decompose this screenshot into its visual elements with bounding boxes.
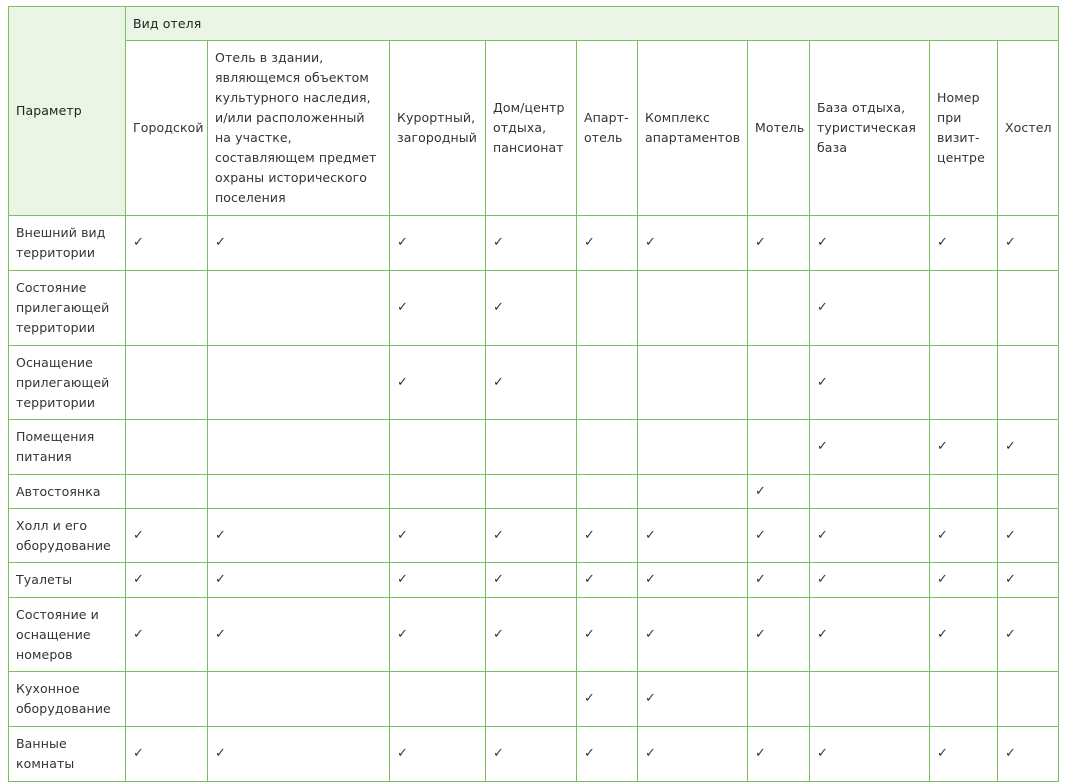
- check-mark-cell: ✓: [748, 216, 810, 271]
- check-mark-cell: ✓: [208, 563, 390, 598]
- check-mark-cell: ✓: [638, 563, 748, 598]
- check-mark-cell: ✓: [126, 216, 208, 271]
- empty-cell: [208, 672, 390, 727]
- empty-cell: [126, 346, 208, 420]
- check-mark-cell: ✓: [577, 563, 638, 598]
- check-mark-cell: ✓: [930, 563, 998, 598]
- hotel-type-header: База отдыха, туристическая база: [810, 41, 930, 216]
- check-mark-cell: ✓: [126, 727, 208, 782]
- check-mark-cell: ✓: [810, 727, 930, 782]
- check-mark-cell: ✓: [208, 216, 390, 271]
- empty-cell: [390, 420, 486, 475]
- check-mark-cell: ✓: [486, 346, 577, 420]
- param-label: Состояние и оснащение номеров: [9, 598, 126, 672]
- empty-cell: [208, 420, 390, 475]
- hotel-type-header: Номер при визит-центре: [930, 41, 998, 216]
- empty-cell: [390, 475, 486, 509]
- check-mark-cell: ✓: [998, 420, 1059, 475]
- empty-cell: [638, 475, 748, 509]
- check-mark-cell: ✓: [810, 346, 930, 420]
- check-mark-cell: ✓: [998, 216, 1059, 271]
- empty-cell: [486, 672, 577, 727]
- check-mark-cell: ✓: [208, 598, 390, 672]
- hotel-type-header: Хостел: [998, 41, 1059, 216]
- check-mark-cell: ✓: [577, 672, 638, 727]
- empty-cell: [748, 672, 810, 727]
- empty-cell: [208, 271, 390, 346]
- check-mark-cell: ✓: [577, 509, 638, 563]
- check-mark-cell: ✓: [930, 216, 998, 271]
- hotel-requirements-table: [8, 6, 1059, 782]
- check-mark-cell: ✓: [208, 509, 390, 563]
- check-mark-cell: ✓: [208, 727, 390, 782]
- empty-cell: [810, 475, 930, 509]
- check-mark-cell: ✓: [390, 216, 486, 271]
- table-row: [9, 271, 1059, 346]
- check-mark-cell: ✓: [486, 216, 577, 271]
- table-row: [9, 346, 1059, 420]
- param-label: Автостоянка: [9, 475, 126, 509]
- check-mark-cell: ✓: [810, 563, 930, 598]
- check-mark-cell: ✓: [638, 509, 748, 563]
- check-mark-cell: ✓: [638, 216, 748, 271]
- empty-cell: [208, 346, 390, 420]
- check-mark-cell: ✓: [390, 346, 486, 420]
- empty-cell: [126, 475, 208, 509]
- check-mark-cell: ✓: [930, 509, 998, 563]
- param-label: Ванные комнаты: [9, 727, 126, 782]
- table-row: [9, 216, 1059, 271]
- check-mark-cell: ✓: [748, 509, 810, 563]
- check-mark-cell: ✓: [810, 271, 930, 346]
- empty-cell: [930, 346, 998, 420]
- check-mark-cell: ✓: [577, 216, 638, 271]
- empty-cell: [930, 271, 998, 346]
- empty-cell: [577, 346, 638, 420]
- empty-cell: [486, 420, 577, 475]
- param-column-header: Параметр: [9, 7, 126, 216]
- param-label: Помещения питания: [9, 420, 126, 475]
- empty-cell: [126, 271, 208, 346]
- check-mark-cell: ✓: [930, 420, 998, 475]
- table-row: [9, 672, 1059, 727]
- check-mark-cell: ✓: [998, 598, 1059, 672]
- empty-cell: [577, 271, 638, 346]
- empty-cell: [126, 672, 208, 727]
- check-mark-cell: ✓: [638, 727, 748, 782]
- empty-cell: [638, 346, 748, 420]
- hotel-type-header: Курортный, загородный: [390, 41, 486, 216]
- empty-cell: [998, 475, 1059, 509]
- hotel-type-header: Апарт-отель: [577, 41, 638, 216]
- check-mark-cell: ✓: [126, 509, 208, 563]
- hotel-type-header: Городской: [126, 41, 208, 216]
- hotel-type-group-header: Вид отеля: [126, 7, 1059, 41]
- check-mark-cell: ✓: [486, 727, 577, 782]
- param-label: Туалеты: [9, 563, 126, 598]
- hotel-type-header: Отель в здании, являющемся объектом культурного наследия, и/или расположенный на участке, составляющем предмет охраны исторического поселения: [208, 41, 390, 216]
- check-mark-cell: ✓: [390, 271, 486, 346]
- empty-cell: [930, 672, 998, 727]
- empty-cell: [126, 420, 208, 475]
- check-mark-cell: ✓: [810, 509, 930, 563]
- table-row: [9, 563, 1059, 598]
- param-label: Внешний вид территории: [9, 216, 126, 271]
- empty-cell: [486, 475, 577, 509]
- table-row: [9, 475, 1059, 509]
- hotel-type-header: Комплекс апартаментов: [638, 41, 748, 216]
- check-mark-cell: ✓: [748, 475, 810, 509]
- check-mark-cell: ✓: [998, 509, 1059, 563]
- empty-cell: [998, 346, 1059, 420]
- param-label: Оснащение прилегающей территории: [9, 346, 126, 420]
- empty-cell: [577, 420, 638, 475]
- check-mark-cell: ✓: [486, 509, 577, 563]
- table-row: [9, 509, 1059, 563]
- table-row: [9, 420, 1059, 475]
- table-row: [9, 727, 1059, 782]
- check-mark-cell: ✓: [390, 598, 486, 672]
- check-mark-cell: ✓: [998, 727, 1059, 782]
- empty-cell: [748, 346, 810, 420]
- empty-cell: [208, 475, 390, 509]
- check-mark-cell: ✓: [810, 598, 930, 672]
- check-mark-cell: ✓: [577, 727, 638, 782]
- hotel-type-header: Дом/центр отдыха, пансионат: [486, 41, 577, 216]
- empty-cell: [638, 420, 748, 475]
- check-mark-cell: ✓: [930, 727, 998, 782]
- hotel-type-header-row: [9, 41, 1059, 216]
- param-label: Холл и его оборудование: [9, 509, 126, 563]
- empty-cell: [638, 271, 748, 346]
- check-mark-cell: ✓: [748, 563, 810, 598]
- empty-cell: [998, 271, 1059, 346]
- empty-cell: [810, 672, 930, 727]
- check-mark-cell: ✓: [638, 672, 748, 727]
- check-mark-cell: ✓: [998, 563, 1059, 598]
- empty-cell: [998, 672, 1059, 727]
- check-mark-cell: ✓: [638, 598, 748, 672]
- check-mark-cell: ✓: [810, 420, 930, 475]
- check-mark-cell: ✓: [126, 598, 208, 672]
- hotel-type-header: Мотель: [748, 41, 810, 216]
- table-header-row: [9, 7, 1059, 41]
- check-mark-cell: ✓: [486, 271, 577, 346]
- check-mark-cell: ✓: [390, 509, 486, 563]
- empty-cell: [748, 420, 810, 475]
- check-mark-cell: ✓: [748, 598, 810, 672]
- empty-cell: [577, 475, 638, 509]
- param-label: Кухонное оборудование: [9, 672, 126, 727]
- empty-cell: [930, 475, 998, 509]
- empty-cell: [748, 271, 810, 346]
- check-mark-cell: ✓: [930, 598, 998, 672]
- check-mark-cell: ✓: [390, 563, 486, 598]
- param-label: Состояние прилегающей территории: [9, 271, 126, 346]
- check-mark-cell: ✓: [810, 216, 930, 271]
- check-mark-cell: ✓: [577, 598, 638, 672]
- check-mark-cell: ✓: [126, 563, 208, 598]
- empty-cell: [390, 672, 486, 727]
- table-body: [9, 216, 1059, 782]
- check-mark-cell: ✓: [390, 727, 486, 782]
- table-row: [9, 598, 1059, 672]
- check-mark-cell: ✓: [486, 563, 577, 598]
- check-mark-cell: ✓: [486, 598, 577, 672]
- check-mark-cell: ✓: [748, 727, 810, 782]
